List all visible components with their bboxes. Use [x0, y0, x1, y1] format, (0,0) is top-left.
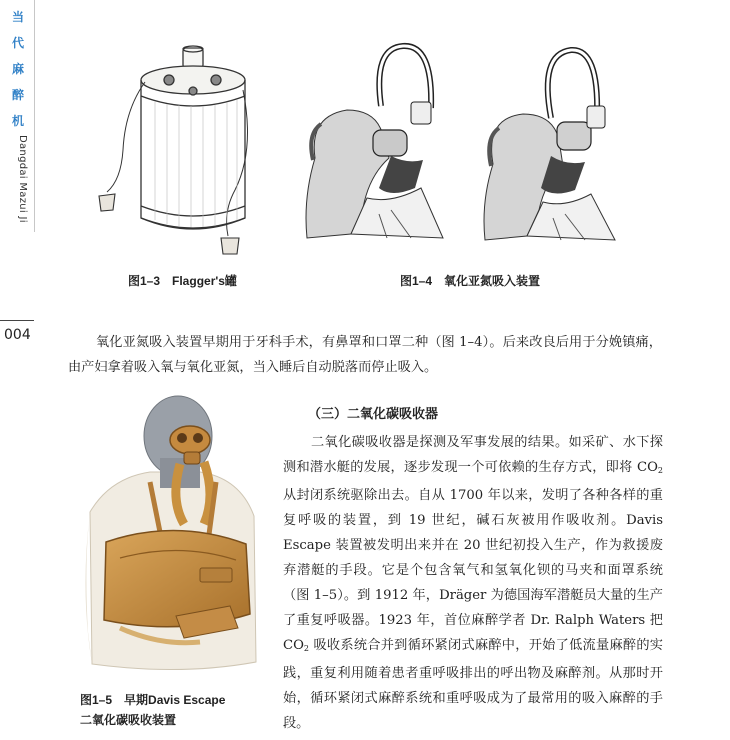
- subscript: 2: [303, 644, 309, 653]
- paragraph-text: 吸收系统合并到循环紧闭式麻醉中，开始了低流量麻醉的实践，重复利用随着患者重呼吸排出的呼出物及麻醉剂。从那时开始，循环紧闭式麻醉系统和重呼吸成为了最常用的吸入麻醉的手段。: [283, 638, 663, 731]
- subscript: 2: [657, 466, 663, 475]
- figure-caption: 图1–4 氧化亚氮吸入装置: [400, 274, 541, 288]
- sidebar-divider: [34, 0, 35, 232]
- body-paragraph: 氧化亚氮吸入装置早期用于牙科手术，有鼻罩和口罩二种（图 1–4）。后来改良后用于分娩镇痛，由产妇拿着吸入氧与氧化亚氮，当入睡后自动脱落而停止吸入。: [68, 335, 662, 375]
- figure-nitrous-oxide-apparatus: [295, 38, 655, 248]
- page-number: 004: [4, 327, 31, 343]
- page-number-rule: [0, 320, 34, 321]
- book-title-char: 机: [11, 114, 24, 128]
- book-title-vertical: [8, 4, 28, 134]
- book-title-char: 醉: [11, 88, 24, 102]
- paragraph-text: 从封闭系统驱除出去。自从 1700 年以来，发明了各种各样的重复呼吸的装置，到 19 世纪，碱石灰被用作吸收剂。Davis Escape 装置被发明出来并在 20 世纪初投入生产，作为救援废弃潜艇的手段。它是个包含氧气和氢氧化钡的马夹和面罩系统（图 1–5）。到 1912 年，Dräger 为德国海军潜艇员大量的生产了重复呼吸器。1923 年，首位麻醉学者 Dr. Ralph Waters 把 CO: [283, 488, 663, 653]
- figure-caption: 图1–3 Flagger's罐: [128, 274, 237, 288]
- book-title-pinyin: Dangdai Mazui Ji: [17, 135, 28, 223]
- paragraph-text: 二氧化碳吸收器是探测及军事发展的结果。如采矿、水下探测和潜水艇的发展，逐步发现一个可依赖的生存方式，即将 CO: [283, 435, 663, 475]
- body-paragraph: [283, 430, 663, 736]
- book-title-char: 当: [11, 10, 24, 24]
- section-heading: （三）二氧化碳吸收器: [308, 407, 439, 422]
- figure-davis-escape-absorber: [80, 392, 260, 682]
- figure-caption: 图1–5 早期Davis Escape: [80, 693, 226, 707]
- book-title-char: 代: [11, 36, 24, 50]
- figure-flaggers-canister: [85, 40, 260, 265]
- book-title-char: 麻: [11, 62, 24, 76]
- figure-caption: 二氧化碳吸收装置: [80, 713, 177, 727]
